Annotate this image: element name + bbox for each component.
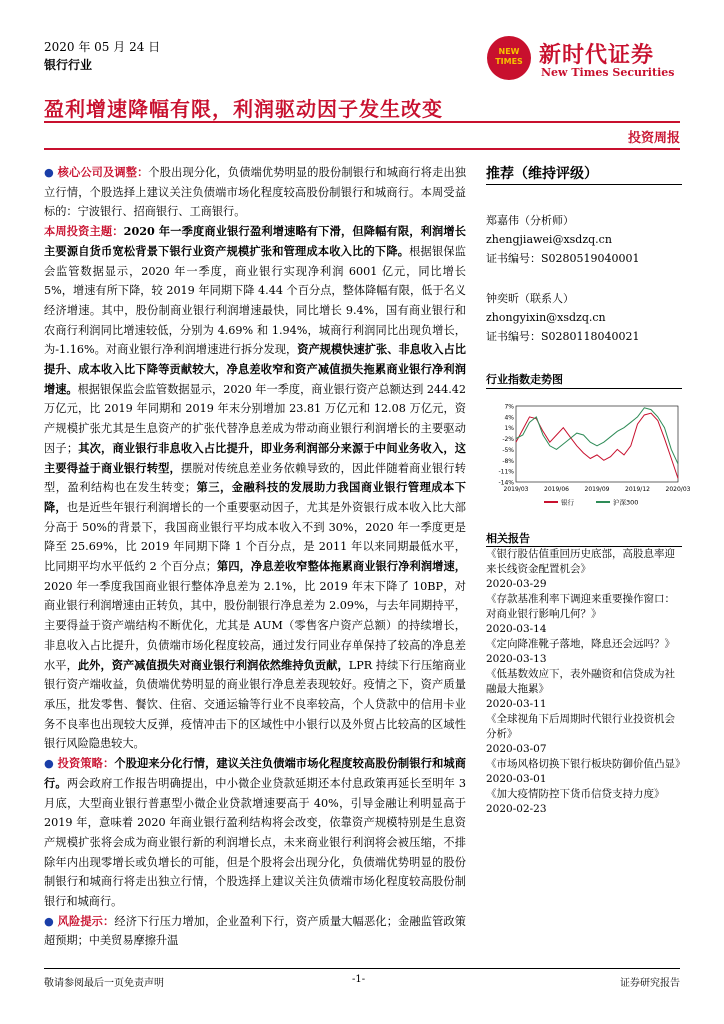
logo-cn: 新时代证券: [539, 43, 655, 68]
analyst-cert: 证书编号：S0280118040021: [486, 330, 640, 343]
footer-divider: [44, 968, 680, 969]
core-label: 核心公司及调整：: [57, 165, 149, 179]
y-tick-label: -11%: [498, 468, 514, 476]
related-report[interactable]: [486, 547, 682, 592]
header-divider: [44, 148, 680, 150]
analyst-name: 郑嘉伟（分析师）: [486, 214, 574, 227]
x-tick-label: 2019/09: [584, 486, 610, 493]
legend-label: 沪深300: [613, 498, 639, 507]
related-report[interactable]: [486, 787, 682, 817]
theme-bold2: 资产规模快速扩张、非息收入占比提升、成本收入比下降等贡献较大，净息差收窄和资产减值损失拖累商业银行净利润增速。: [44, 342, 466, 396]
theme-text1: 根据银保监会监管数据显示，2020 年一季度，商业银行实现净利润 6001 亿元，同比增长 5%，增速有所下降，较 2019 年同期下降 4.44 个百分点，整体降幅有限，低于名义经济增速。其中，股份制商业银行利润增速最快，同比增长 9.4%，国有商业银行和农商行利润同比增速较低，分别为 4.69% 和 1.94%，城商行利润同比出现负增长，为-1.16%。对商业银行净利润增速进行拆分发现，: [44, 244, 466, 357]
main-body: [44, 163, 466, 951]
risk-text: 经济下行压力增加，企业盈利下行，资产质量大幅恶化；金融监管政策超预期；中美贸易摩擦升温: [44, 914, 466, 948]
strategy-bold: 个股迎来分化行情，建议关注负债端市场化程度较高股份制银行和城商行。: [44, 756, 466, 790]
chart-heading: 行业指数走势图: [486, 373, 563, 386]
second-label: 其次，商业银行非息收入占比提升，即业务利润部分来源于中间业务收入，这主要得益于商业银行转型，: [44, 440, 466, 475]
report-type: 投资周报: [627, 131, 680, 146]
title-divider: [44, 121, 680, 123]
theme-label: 本周投资主题：: [44, 224, 124, 239]
strategy-paragraph: [44, 754, 466, 912]
theme-paragraph: [44, 222, 466, 754]
analyst-email[interactable]: zhengjiawei@xsdzq.cn: [486, 233, 612, 246]
strategy-label: 投资策略：: [57, 756, 115, 771]
analyst-email[interactable]: zhongyixin@xsdzq.cn: [486, 311, 606, 324]
second-text: 摆脱对传统息差业务依赖导致的，因此伴随着商业银行转型，盈利结构也在发生转变；: [44, 461, 466, 495]
related-title: 《存款基准利率下调迎来重要操作窗口：对商业银行影响几何？》: [486, 593, 675, 620]
theme-bold1: 2020 年一季度商业银行盈利增速略有下滑，但降幅有限，利润增长主要源自货币宽松背景下银行业资产规模扩张和管理成本收入比的下降。: [44, 224, 466, 258]
strategy-text: 两会政府工作报告明确提出，中小微企业贷款延期还本付息政策再延长至明年 3 月底，大型商业银行普惠型小微企业贷款增速要高于 40%，引导金融让利明显高于 2019 年，意味着 2020 年商业银行盈利结构将会改变，依靠资产规模特别是生息资产规模扩张将会成为商业银行新的利润增长点，未来商业银行利润将会被压缩，不排除年内出现零增长或负增长的可能，但是个股将会出现分化，负债端优势明显的股份制银行和城商行将走出独立行情，个股选择上建议关注负债端市场化程度较高股份制银行和城商行。: [44, 776, 466, 909]
y-tick-label: -8%: [502, 457, 514, 465]
related-report[interactable]: [486, 667, 682, 712]
core-text: 个股出现分化，负债端优势明显的股份制银行和城商行将走出独立行情，个股选择上建议关注负债端市场化程度较高股份制银行和城商行。本周受益标的：宁波银行、招商银行、工商银行。: [44, 166, 466, 219]
related-date: 2020-03-07: [486, 743, 547, 755]
x-tick-label: 2019/03: [503, 486, 529, 493]
company-logo: [487, 36, 687, 82]
page-number: -1-: [352, 974, 366, 985]
y-tick-label: -14%: [498, 479, 514, 487]
related-title: 《全球视角下后周期时代银行业投资机会分析》: [486, 713, 675, 740]
related-reports-list: [486, 547, 686, 817]
related-date: 2020-03-01: [486, 773, 547, 785]
plot-frame: [516, 406, 678, 482]
related-title: 《银行股估值重回历史底部，高股息率迎来长线资金配置机会》: [486, 548, 675, 575]
related-title: 《加大疫情防控下货币信贷支持力度》: [486, 788, 665, 800]
fourth-label: 第四，净息差收窄整体拖累商业银行净利润增速，: [216, 559, 466, 574]
fourth-text: 2020 年一季度我国商业银行整体净息差为 2.1%，比 2019 年末下降了 10BP，对商业银行利润增速由正转负，其中，股份制银行净息差为 2.09%，与去年同期持平，主要得益于资产端结构不断优化，尤其是 AUM（零售客户资产总额）的持续增长，非息收入占比提升，负债端市场化程度较高，通过发行同业存单保持了较高的净息差水平，: [44, 579, 466, 672]
logo-badge: NEW TIMES: [487, 36, 531, 80]
recommendation: 推荐（维持评级）: [486, 166, 598, 182]
x-tick-label: 2019/06: [544, 486, 569, 493]
bullet-icon: ●: [44, 757, 54, 771]
sector-label: 银行行业: [44, 58, 93, 72]
related-date: 2020-03-13: [486, 653, 547, 665]
analyst-1: [486, 211, 682, 268]
risk-label: 风险提示：: [57, 913, 115, 928]
y-tick-label: 7%: [504, 403, 514, 411]
third-text: 也是近些年银行利润增长的一个重要驱动因子，尤其是外资银行成本收入比大部分高于 50%的背景下，我国商业银行平均成本收入不到 30%，2020 年一季度更是降至 25.69%，比 2019 年同期下降 1 个百分点，是 2011 年以来同期最低水平，比同期平均水平低约 2 个百分点；: [44, 500, 466, 574]
related-title: 《定向降准靴子落地，降息还会远吗？》: [486, 638, 675, 650]
y-tick-label: 1%: [504, 425, 514, 433]
x-tick-label: 2019/12: [625, 486, 650, 493]
recommendation-divider: [486, 184, 682, 185]
core-paragraph: [44, 163, 466, 222]
y-tick-label: -5%: [502, 446, 514, 454]
report-date: 2020 年 05 月 24 日: [44, 40, 161, 54]
related-date: 2020-03-14: [486, 623, 547, 635]
related-title: 《低基数效应下，表外融资和信贷成为社融最大拖累》: [486, 668, 675, 695]
bullet-icon: ●: [44, 914, 54, 928]
footer-disclaimer[interactable]: 敬请参阅最后一页免责声明: [44, 978, 164, 989]
related-heading: 相关报告: [486, 532, 530, 545]
y-tick-label: -2%: [502, 436, 514, 444]
analyst-2: [486, 289, 682, 346]
related-date: 2020-03-29: [486, 578, 547, 590]
third-label: 第三，金融科技的发展助力我国商业银行管理成本下降，: [44, 480, 466, 514]
y-tick-label: 4%: [504, 414, 514, 422]
related-date: 2020-03-11: [486, 698, 547, 710]
legend-label: 银行: [561, 498, 574, 507]
fifth-text: LPR 持续下行压缩商业银行资产端收益，负债端优势明显的商业银行净息差表现较好。疫情之下，资产质量承压，批发零售、餐饮、住宿、交通运输等行业不良率较高，个人贷款中的信用卡业务不良率也出现较大反弹，疫情冲击下的区域性中小银行以及外贸占比较高的区域性银行风险隐患较大。: [44, 658, 466, 751]
analyst-name: 钟奕昕（联系人）: [486, 292, 574, 305]
index-trend-chart: [486, 400, 691, 512]
related-report[interactable]: [486, 592, 682, 637]
fifth-label: 此外，资产减值损失对商业银行利润依然维持负贡献，: [77, 657, 349, 672]
related-title: 《市场风格切换下银行板块防御价值凸显》: [486, 758, 686, 770]
related-report[interactable]: [486, 637, 682, 667]
theme-text2: 根据银保监会监管数据显示，2020 年一季度，商业银行资产总额达到 244.42 万亿元，比 2019 年同期和 2019 年末分别增加 23.81 万亿元和 12.08 万亿元，资产规模扩张尤其是生息资产的扩张代替净息差成为带动商业银行利润增长的主要驱动因子；: [44, 382, 466, 455]
x-tick-label: 2020/03: [665, 486, 691, 493]
analyst-cert: 证书编号：S0280519040001: [486, 252, 640, 265]
logo-en: New Times Securities: [541, 66, 675, 79]
risk-paragraph: [44, 912, 466, 951]
related-report[interactable]: [486, 712, 682, 757]
related-date: 2020-02-23: [486, 803, 547, 815]
chart-heading-divider: [486, 388, 682, 389]
page-title: 盈利增速降幅有限，利润驱动因子发生改变: [44, 97, 443, 121]
bullet-icon: ●: [44, 166, 54, 179]
related-report[interactable]: [486, 757, 686, 787]
footer-report-label: 证券研究报告: [620, 978, 680, 989]
